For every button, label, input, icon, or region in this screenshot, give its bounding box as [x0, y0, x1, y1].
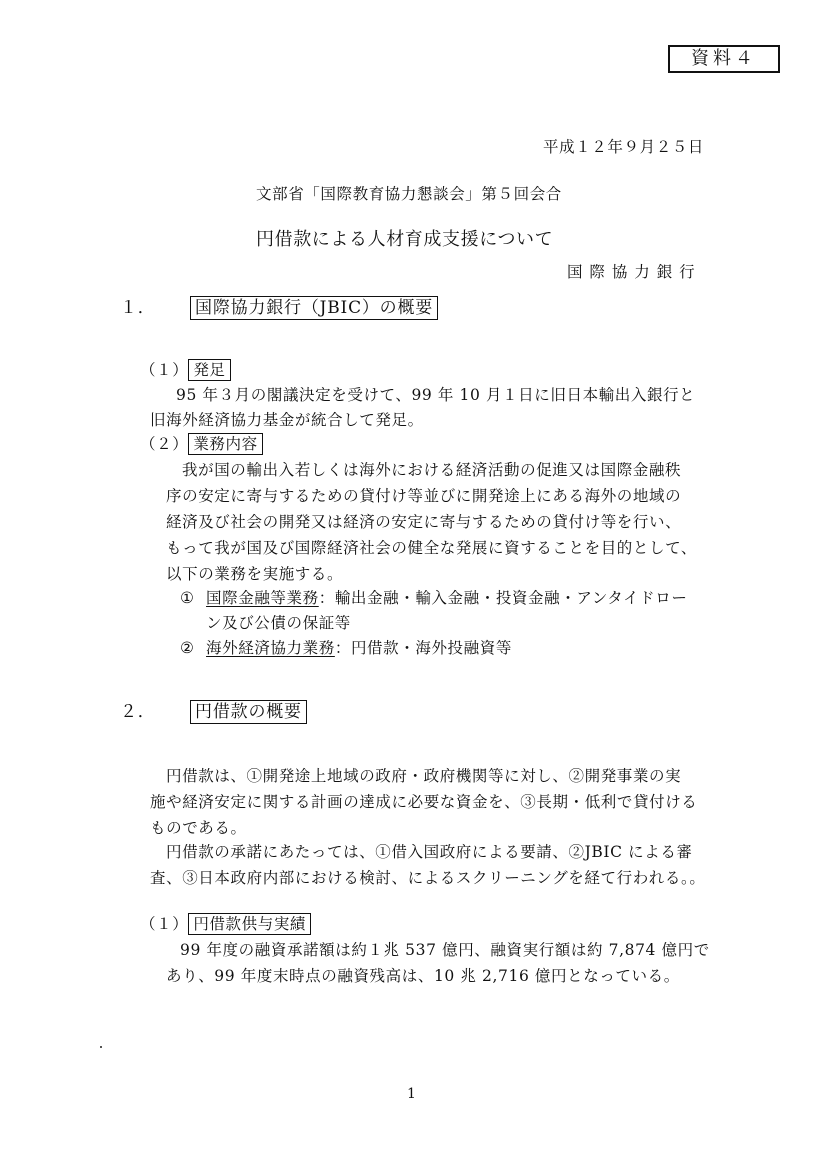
- paragraph-line: 序の安定に寄与するための貸付け等並びに開発途上にある海外の地域の: [166, 487, 682, 505]
- paragraph-line: 旧海外経済協力基金が統合して発足。: [150, 411, 424, 429]
- list-item-text: ：輸出金融・輸入金融・投資金融・アンタイドロー: [318, 589, 688, 607]
- paragraph-line: 95 年３月の閣議決定を受けて、99 年 10 月１日に旧日本輸出入銀行と: [176, 386, 696, 404]
- list-item: [180, 638, 512, 658]
- list-item-term: 国際金融等業務: [206, 589, 319, 607]
- list-item-term: 海外経済協力業務: [206, 639, 335, 657]
- organization-name: 国 際 協 力 銀 行: [567, 263, 696, 281]
- section-1-title: 国際協力銀行（JBIC）の概要: [190, 296, 438, 320]
- subsection-1-1-label: （１）: [140, 361, 189, 379]
- section-2-number: ２．: [120, 702, 156, 722]
- paragraph-line: 査、③日本政府内部における検討、によるスクリーニングを経て行われる。。: [150, 869, 706, 887]
- paragraph-line: 円借款は、①開発途上地域の政府・政府機関等に対し、②開発事業の実: [166, 767, 682, 785]
- meeting-name: 文部省「国際教育協力懇談会」第５回会合: [256, 185, 562, 203]
- paragraph-line: あり、99 年度末時点の融資残高は、10 兆 2,716 億円となっている。: [166, 967, 680, 985]
- subsection-1-1-title: 発足: [188, 359, 230, 381]
- paragraph-line: 円借款の承諾にあたっては、①借入国政府による要請、②JBIC による審: [166, 843, 693, 861]
- section-2-title: 円借款の概要: [190, 700, 307, 724]
- paragraph-line: 我が国の輸出入若しくは海外における経済活動の促進又は国際金融秩: [182, 461, 682, 479]
- paragraph-line: 施や経済安定に関する計画の達成に必要な資金を、③長期・低利で貸付ける: [150, 793, 698, 811]
- subsection-1-2-title: 業務内容: [188, 433, 262, 455]
- subsection-1-1-heading: [140, 360, 231, 380]
- subsection-1-2-label: （２）: [140, 435, 189, 453]
- paragraph-line: ものである。: [150, 819, 247, 837]
- subsection-1-2-heading: [140, 434, 263, 454]
- document-date: 平成１２年９月２５日: [543, 138, 705, 156]
- list-item: [180, 588, 688, 608]
- paragraph-line: 以下の業務を実施する。: [166, 565, 344, 583]
- paragraph-line: 99 年度の融資承諾額は約１兆 537 億円、融資実行額は約 7,874 億円で: [180, 941, 710, 959]
- subsection-2-1-heading: [140, 914, 311, 934]
- list-item-text: ：円借款・海外投融資等: [334, 639, 512, 657]
- subsection-2-1-title: 円借款供与実績: [188, 913, 311, 935]
- list-item-continuation: ン及び公債の保証等: [206, 614, 351, 632]
- list-marker: ②: [180, 639, 195, 657]
- subsection-2-1-label: （１）: [140, 915, 189, 933]
- document-label-badge: 資料４: [668, 45, 780, 73]
- page-number: 1: [407, 1086, 417, 1102]
- list-marker: ①: [180, 589, 195, 607]
- section-2-heading: [120, 700, 307, 724]
- section-1-heading: [120, 296, 438, 320]
- section-1-number: １．: [120, 298, 156, 318]
- paragraph-line: もって我が国及び国際経済社会の健全な発展に資することを目的として、: [166, 539, 697, 557]
- scan-speck: [100, 1046, 102, 1048]
- paragraph-line: 経済及び社会の開発又は経済の安定に寄与するための貸付け等を行い、: [166, 513, 682, 531]
- document-title: 円借款による人材育成支援について: [256, 229, 554, 250]
